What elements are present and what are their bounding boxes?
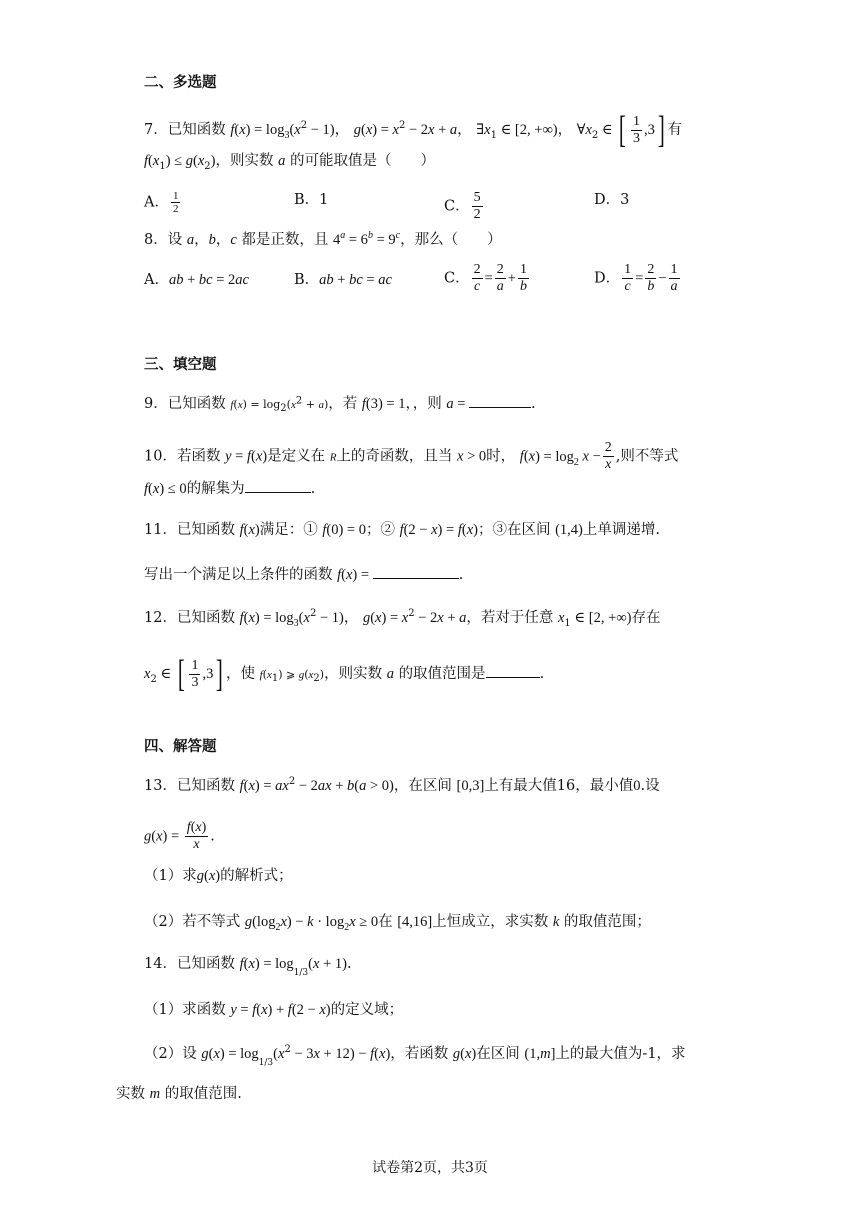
option-label: C． (444, 270, 470, 287)
q7-text: ， (557, 122, 573, 138)
q7-option-b: B．1 (294, 192, 329, 208)
q13-text: 在 (378, 914, 393, 930)
question-number: 14． (144, 956, 177, 972)
q12-text: 已知函数 (176, 610, 235, 626)
q14-text: 在区间 (476, 1046, 520, 1062)
q11-text: 满足：① (259, 522, 318, 538)
question-14-part-1: （1）求函数 y = f(x) + f(2 − x)的定义域； (144, 1002, 404, 1018)
question-12-line-2: $x_2$ ∈ [ $\frac{1}{3}$ ,3] ，使 $f(x_1)$ ⩾ $g(x_2)$，则实数 a 的取值范围是 . (144, 653, 545, 695)
question-10-line-2: f(x) ≤ 0的解集为 . (144, 478, 315, 499)
question-14-part-2-line-1: （2）设 $g(x) = \log_{1/3}(x^2 - 3x + 12) - f(x)$，若函数 g(x)在区间 (1,m]上的最大值为-1，求 (144, 1044, 686, 1068)
q10-text: 时， (486, 448, 516, 465)
question-number: 10． (144, 448, 177, 465)
question-13-part-1: （1）求g(x)的解析式； (144, 868, 293, 884)
q13-text: （1）求 (144, 868, 197, 884)
option-label: A． (144, 194, 169, 211)
q7-option-d: D．3 (594, 192, 630, 208)
q9-text: 已知函数 (167, 396, 226, 412)
q11-text: 写出一个满足以上条件的函数 (144, 567, 333, 583)
q13-text: （2）若不等式 (144, 914, 241, 930)
page-footer: 试卷第2页，共3页 (372, 1160, 488, 1176)
q9-text: ，若 (328, 396, 358, 412)
answer-blank[interactable] (373, 564, 459, 579)
question-number: 9． (144, 396, 168, 412)
section-heading-fill-in: 三、填空题 (144, 356, 217, 373)
q14-text: 实数 (116, 1086, 145, 1102)
answer-blank[interactable] (469, 393, 531, 408)
option-label: A． (144, 272, 169, 288)
q12-text: ，则实数 (324, 666, 383, 682)
q8-text: ，那么（ ） (400, 232, 502, 248)
q10-text: 若函数 (176, 448, 221, 465)
q12-text: ，使 (225, 666, 255, 682)
q14-text: （2）设 (144, 1046, 197, 1062)
q11-text: ；③在区间 (477, 522, 551, 538)
q10-text: 是定义在 (267, 448, 326, 465)
q13-text: 的取值范围； (563, 914, 651, 930)
question-number: 8． (144, 232, 168, 248)
q8-option-b: B．ab + bc = ac (294, 272, 392, 288)
q14-text: 已知函数 (176, 956, 235, 972)
option-label: B． (294, 272, 320, 288)
question-11-line-1: 11．已知函数 f(x)满足：① f(0) = 0；② f(2 − x) = f(x)；③在区间 (1,4)上单调递增. (144, 522, 660, 538)
q7-text: ，则实数 (215, 153, 274, 169)
q7-option-c: C． $\frac{5}{2}$ (444, 190, 481, 222)
q13-text: 的解析式； (220, 868, 293, 884)
section-heading-problem-solving: 四、解答题 (144, 738, 217, 755)
q7-text: 已知函数 (167, 122, 226, 138)
answer-blank[interactable] (486, 663, 540, 678)
question-number: 7． (144, 122, 168, 138)
question-7-line-1: 7．已知函数 $f(x) = \log_3(x^2 - 1)$， $g(x) = x^2 - 2x + a$， $\exists x_1$ ∈ [2, +∞)， $\forall x_2$ ∈ [ $\frac{1}{3}$ ,3] 有 (144, 109, 682, 151)
q12-text: ，若对于任意 (466, 610, 554, 626)
question-14-line-1: 14．已知函数 $f(x) = \log_{1/3}(x + 1)$. (144, 956, 352, 978)
q7-text: ， (457, 122, 472, 138)
question-10-line-1: 10．若函数 y = f(x)是定义在 R上的奇函数，且当 x > 0时， $f(x) = \log_2 x$ − $\frac{2}{x}$ ,则不等式 (144, 440, 679, 472)
q8-option-c: C． $\frac{2}{c}$ = $\frac{2}{a}$ + $\frac{1}{b}$ (444, 262, 527, 294)
option-label: C． (444, 198, 470, 215)
question-14-part-2-line-2: 实数 m 的取值范围. (116, 1086, 242, 1102)
q13-text: ，在区间 (393, 778, 452, 794)
question-9: 9．已知函数 $f(x) = \log_2(x^2 + a)$，若 f(3) = 1，，则 a = . (144, 393, 536, 415)
q13-text: 上恒成立，求实数 (432, 914, 549, 930)
q12-text: 的取值范围是 (398, 666, 486, 682)
q9-text: ，则 (412, 396, 442, 412)
q11-text: 已知函数 (176, 522, 235, 538)
question-12-line-1: 12．已知函数 $f(x) = \log_3(x^2 - 1)$， $g(x) = x^2 - 2x + a$，若对于任意 $x_1$ ∈ [2, +∞)存在 (144, 608, 661, 629)
q13-text: 已知函数 (176, 778, 235, 794)
answer-blank[interactable] (245, 478, 311, 493)
q8-option-a: A．ab + bc = 2ac (144, 272, 249, 288)
option-label: D． (594, 270, 621, 287)
q7-text: ， (334, 122, 350, 138)
question-13-part-2: （2）若不等式 $g(\log_2x) - k \cdot \log_2x \ge 0$在 [4,16]上恒成立，求实数 k 的取值范围； (144, 914, 651, 933)
q10-text: 的解集为 (186, 481, 245, 497)
q7-option-a: A． $\frac{1}{2}$ (144, 190, 179, 215)
question-13-line-1: 13．已知函数 $f(x) = ax^2 - 2ax + b(a > 0)$，在区间 [0,3]上有最大值16，最小值0.设 (144, 776, 660, 794)
question-number: 12． (144, 610, 177, 626)
question-number: 13． (144, 778, 177, 794)
question-13-line-2: g(x) = $\frac{f(x)}{x}$ . (144, 820, 215, 852)
q14-text: （1）求函数 (144, 1002, 226, 1018)
q11-text: ；② (365, 522, 395, 538)
q7-text: 有 (667, 122, 682, 138)
q13-text: .设 (640, 778, 660, 794)
q11-text: 上单调递增. (582, 522, 660, 538)
question-7-line-2: $f(x_1) \le g(x_2)$，则实数 a 的可能取值是（ ） (144, 153, 435, 172)
q13-text: 上有最大值16，最小值 (484, 778, 634, 794)
q14-text: ，若函数 (390, 1046, 449, 1062)
question-number: 11． (144, 522, 177, 538)
section-heading-multiple-choice: 二、多选题 (144, 74, 217, 91)
q8-option-d: D． $\frac{1}{c}$ = $\frac{2}{b}$ − $\frac{1}{a}$ (594, 262, 678, 294)
q10-text: 上的奇函数，且当 (336, 448, 453, 465)
question-11-line-2: 写出一个满足以上条件的函数 f(x) = . (144, 564, 463, 585)
q14-text: 上的最大值为-1，求 (555, 1046, 686, 1062)
q14-text: 的定义域； (330, 1002, 404, 1018)
q8-text: 都是正数，且 (241, 232, 329, 248)
q12-text: ， (343, 610, 359, 626)
q7-text: 的可能取值是（ ） (289, 153, 435, 169)
q8-text: 设 (167, 232, 183, 248)
q14-text: 的取值范围. (164, 1086, 242, 1102)
q12-text: 存在 (631, 610, 661, 626)
question-8-line-1: 8．设 a，b，c 都是正数，且 $4^a = 6^b = 9^c$，那么（ ） (144, 230, 502, 248)
q10-text: ,则不等式 (615, 448, 679, 465)
